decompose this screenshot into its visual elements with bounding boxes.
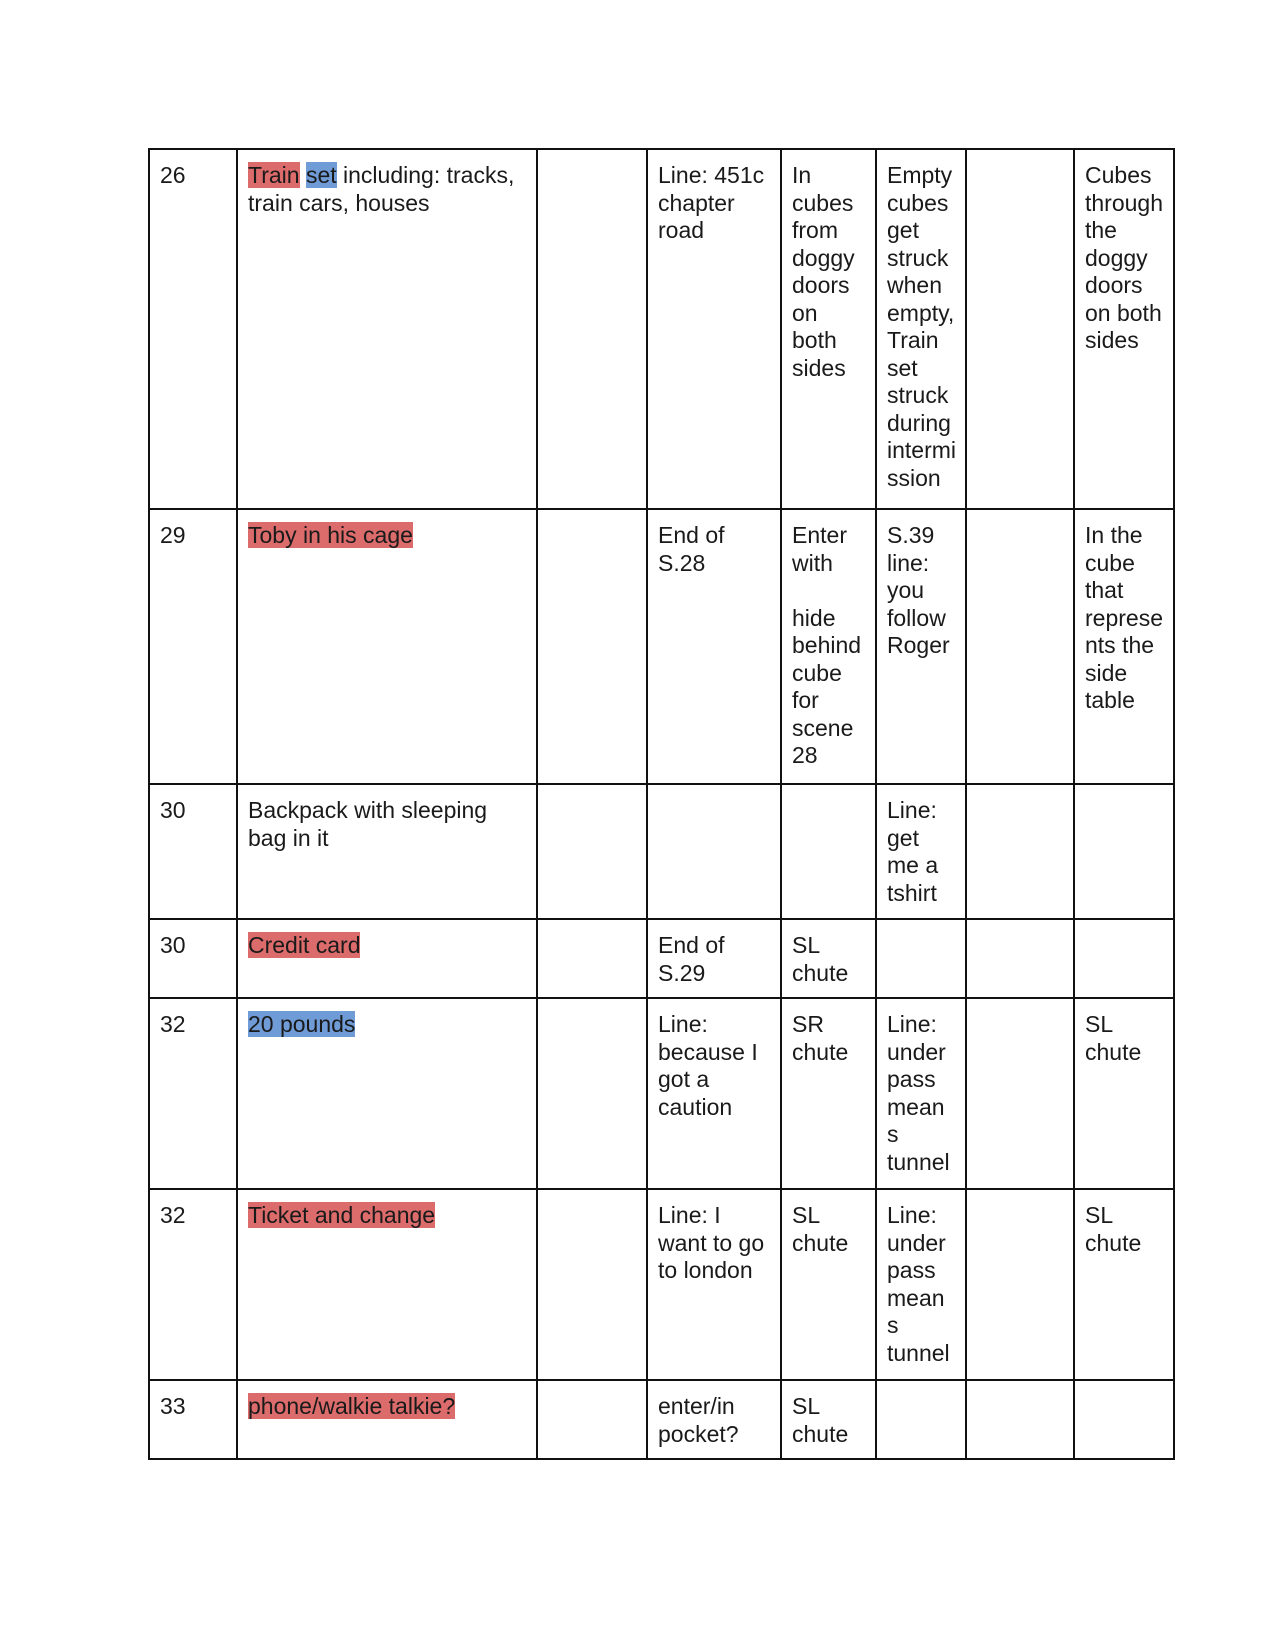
cell-line: to london (658, 1257, 753, 1283)
storage-cell (1074, 919, 1174, 998)
cue-cell (647, 1189, 781, 1380)
cell-line: chute (1085, 1229, 1142, 1256)
cell-line: S.39 (887, 522, 935, 548)
entrance-cell (781, 919, 876, 998)
prop-item-cell (237, 149, 537, 509)
entrance-cell (781, 784, 876, 919)
cell-line: line: (887, 549, 930, 576)
extra-cell (966, 998, 1074, 1189)
notes-cell (537, 998, 647, 1189)
cell-line: doggy (792, 244, 855, 271)
cell-line: me a (887, 852, 939, 878)
cell-line (792, 577, 866, 605)
cell-line: tshirt (887, 879, 937, 906)
cell-line: s (887, 1121, 899, 1147)
cell-line: SR (792, 1011, 824, 1037)
cell-line: represe (1085, 604, 1163, 631)
scene-number-cell: 32 (149, 1189, 237, 1380)
cell-line: cubes (887, 189, 949, 216)
cell-line: pass (887, 1066, 936, 1092)
extra-cell (966, 509, 1074, 784)
cell-line: chute (792, 1420, 849, 1447)
cell-line: SL (792, 1393, 821, 1419)
cell-line: Line: I (658, 1202, 721, 1228)
cue-cell (647, 149, 781, 509)
cell-line: doggy (1085, 244, 1148, 271)
cell-line: Train (887, 327, 939, 353)
table-row (149, 919, 1174, 998)
cell-line: with (792, 549, 833, 576)
cell-line: because I (658, 1038, 758, 1065)
cell-line: 28 (792, 742, 818, 768)
table-row (149, 1189, 1174, 1380)
cell-line: doors (792, 272, 850, 298)
prop-item-text (300, 162, 306, 188)
cell-line: side (1085, 659, 1128, 686)
scene-number-cell: 30 (149, 919, 237, 998)
cell-line: tunnel (887, 1148, 950, 1175)
table-body (149, 149, 1174, 1459)
highlighted-prop-text: phone/walkie talkie? (248, 1393, 456, 1419)
cell-line: intermi (887, 437, 957, 463)
cell-line: on (792, 299, 818, 326)
cell-line: S.28 (658, 549, 706, 576)
scene-number-cell: 29 (149, 509, 237, 784)
cell-line: Line: (887, 1202, 937, 1228)
cell-line: scene (792, 714, 854, 741)
storage-cell (1074, 1189, 1174, 1380)
cell-line: End of (658, 932, 725, 958)
prop-item-text: Backpack with sleeping bag in it (248, 797, 488, 851)
strike-cell (876, 1189, 966, 1380)
cell-line: behind (792, 632, 862, 658)
cue-cell (647, 919, 781, 998)
cell-line: Empty (887, 162, 953, 188)
cell-line: through (1085, 189, 1164, 216)
cell-line: under (887, 1038, 946, 1065)
cell-line: SL (1085, 1011, 1114, 1037)
cell-line: struck (887, 244, 949, 271)
cell-line: ssion (887, 464, 941, 491)
cell-line: when (887, 272, 942, 298)
scene-number-cell: 26 (149, 149, 237, 509)
cell-line: chapter (658, 189, 735, 216)
cell-line: caution (658, 1093, 733, 1120)
cell-line: road (658, 217, 705, 243)
cell-line: chute (792, 959, 849, 986)
extra-cell (966, 1380, 1074, 1459)
strike-cell (876, 919, 966, 998)
cell-line: SL (1085, 1202, 1114, 1228)
cell-line: got a (658, 1066, 710, 1092)
table-row (149, 998, 1174, 1189)
cell-line: on both (1085, 299, 1162, 326)
cell-line: that (1085, 577, 1124, 603)
cell-line: get (887, 824, 919, 851)
cell-line: doors (1085, 272, 1143, 298)
cell-line: cube (792, 659, 842, 686)
strike-cell (876, 784, 966, 919)
cell-line: nts the (1085, 632, 1155, 658)
prop-item-cell (237, 1380, 537, 1459)
cell-line: cube (1085, 549, 1135, 576)
scene-number-cell: 32 (149, 998, 237, 1189)
cell-line: Roger (887, 632, 950, 658)
extra-cell (966, 149, 1074, 509)
cell-line: table (1085, 687, 1135, 713)
props-table (148, 148, 1175, 1460)
cue-cell (647, 998, 781, 1189)
scene-number-cell: 30 (149, 784, 237, 919)
strike-cell (876, 998, 966, 1189)
prop-item-cell (237, 1189, 537, 1380)
table-row (149, 784, 1174, 919)
cell-line: s (887, 1312, 899, 1338)
strike-cell (876, 509, 966, 784)
cue-cell (647, 509, 781, 784)
cell-line: tunnel (887, 1339, 950, 1366)
cell-line: SL (792, 932, 821, 958)
highlighted-prop-text: Credit card (248, 932, 361, 958)
extra-cell (966, 919, 1074, 998)
cell-line: Line: (658, 1011, 708, 1037)
cell-line: for (792, 687, 819, 713)
cell-line: S.29 (658, 959, 706, 986)
notes-cell (537, 149, 647, 509)
cell-line: In the (1085, 522, 1143, 548)
highlighted-prop-text: Train (248, 162, 300, 188)
notes-cell (537, 1189, 647, 1380)
notes-cell (537, 1380, 647, 1459)
cell-line: follow (887, 604, 946, 631)
storage-cell (1074, 784, 1174, 919)
cell-line: want to go (658, 1229, 765, 1256)
entrance-cell (781, 1189, 876, 1380)
cell-line: chute (792, 1038, 849, 1065)
entrance-cell (781, 509, 876, 784)
prop-item-text: including: tracks, train cars, houses (248, 162, 515, 216)
cell-line: Enter (792, 522, 847, 548)
storage-cell (1074, 149, 1174, 509)
cell-line: pocket? (658, 1420, 739, 1447)
cell-line: Line: 451c (658, 162, 765, 188)
cell-line: mean (887, 1284, 945, 1311)
cell-line: set (887, 354, 918, 381)
table-row (149, 509, 1174, 784)
cell-line: Cubes (1085, 162, 1152, 188)
cell-line: you (887, 577, 925, 603)
table-row (149, 1380, 1174, 1459)
storage-cell (1074, 1380, 1174, 1459)
highlighted-prop-text: Toby in his cage (248, 522, 413, 548)
cell-line: In (792, 162, 812, 188)
cell-line: sides (1085, 327, 1139, 353)
cell-line: chute (792, 1229, 849, 1256)
cue-cell (647, 784, 781, 919)
cell-line: under (887, 1229, 946, 1256)
prop-item-cell (237, 509, 537, 784)
extra-cell (966, 1189, 1074, 1380)
strike-cell (876, 1380, 966, 1459)
scene-number-cell: 33 (149, 1380, 237, 1459)
prop-item-cell (237, 919, 537, 998)
storage-cell (1074, 998, 1174, 1189)
cell-line: End of (658, 522, 725, 548)
entrance-cell (781, 149, 876, 509)
cell-line: Line: (887, 797, 937, 823)
cell-line: get (887, 217, 919, 243)
prop-item-cell (237, 784, 537, 919)
cell-line: SL (792, 1202, 821, 1228)
cell-line: enter/in (658, 1393, 735, 1419)
cell-line: empty, (887, 299, 955, 326)
cell-line: both (792, 327, 837, 353)
cell-line: sides (792, 354, 846, 381)
cell-line: struck (887, 382, 949, 408)
cell-line: chute (1085, 1038, 1142, 1065)
notes-cell (537, 784, 647, 919)
highlighted-prop-text: Ticket and change (248, 1202, 436, 1228)
cell-line: Line: (887, 1011, 937, 1037)
notes-cell (537, 509, 647, 784)
cell-line: hide (792, 604, 836, 631)
highlighted-prop-text: set (305, 162, 337, 188)
entrance-cell (781, 998, 876, 1189)
entrance-cell (781, 1380, 876, 1459)
cell-line: the (1085, 217, 1117, 243)
extra-cell (966, 784, 1074, 919)
table-row (149, 149, 1174, 509)
cue-cell (647, 1380, 781, 1459)
storage-cell (1074, 509, 1174, 784)
cell-line: cubes (792, 189, 854, 216)
cell-line: during (887, 409, 951, 436)
cell-line: pass (887, 1257, 936, 1283)
cell-line: from (792, 217, 838, 243)
prop-item-cell (237, 998, 537, 1189)
strike-cell (876, 149, 966, 509)
notes-cell (537, 919, 647, 998)
cell-line: mean (887, 1093, 945, 1120)
highlighted-prop-text: 20 pounds (248, 1011, 356, 1037)
